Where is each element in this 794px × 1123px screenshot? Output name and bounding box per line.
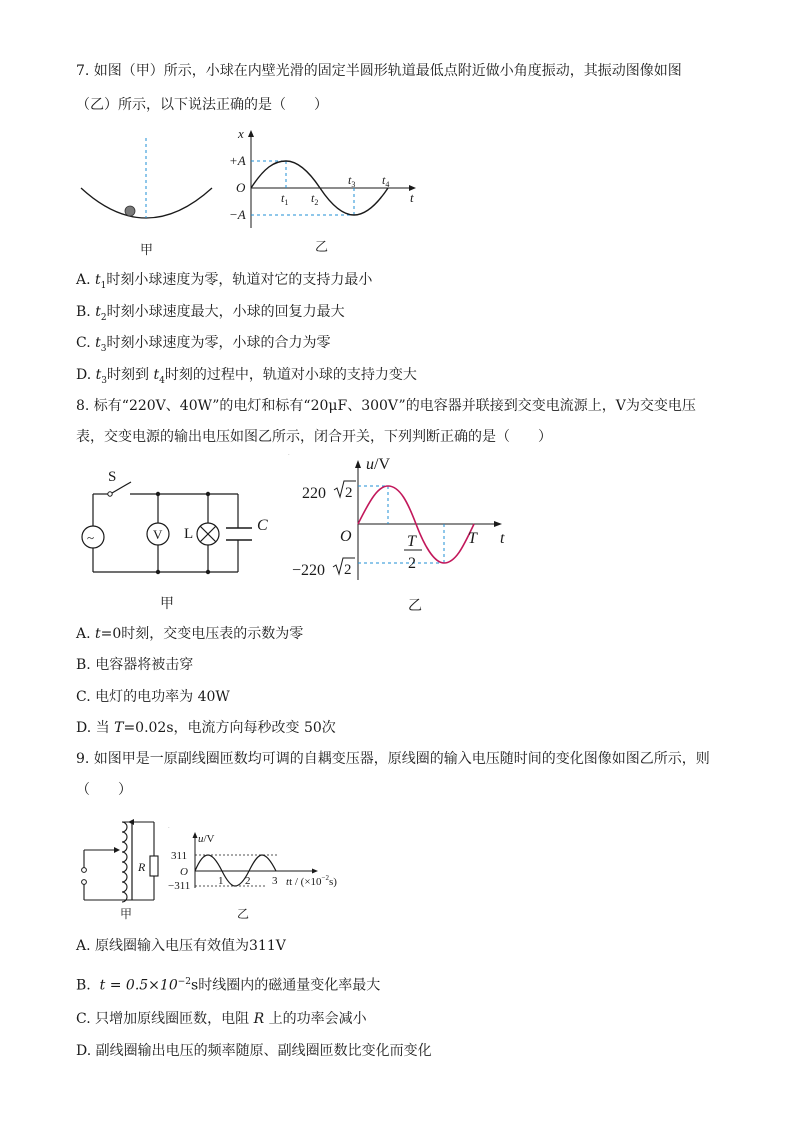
svg-text:O: O: [180, 866, 188, 878]
svg-text:3: 3: [272, 875, 278, 887]
svg-text:x: x: [238, 126, 244, 141]
svg-text:2: 2: [245, 875, 251, 887]
resistor: [150, 856, 158, 876]
svg-text:C: C: [257, 517, 268, 534]
q8-figure-jia: [78, 462, 278, 617]
svg-text:−311: −311: [168, 880, 191, 892]
q9-y-axis-label: u/V: [168, 828, 170, 829]
q7-option-d: D. $t_3$时刻到 $t_4$时刻的过程中，轨道对小球的支持力变大: [76, 367, 417, 386]
q8-y-axis-label: u/V: [288, 455, 290, 456]
svg-text:t1: $t_1$: [281, 191, 289, 207]
svg-text:311: 311: [171, 850, 188, 862]
q9-option-a: A. 原线圈输入电压有效值为311V: [76, 938, 286, 954]
svg-text:2: 2: [408, 555, 416, 572]
q8-stem-line2: 表，交变电源的输出电压如图乙所示，闭合开关，下列判断正确的是（ ）: [76, 429, 552, 445]
svg-text:2: 2: [344, 562, 352, 578]
q9-stem-line1: 9. 如图甲是一原副线圈匝数均可调的自耦变压器，原线圈的输入电压随时间的变化图像如图乙所示，则: [76, 751, 710, 767]
svg-text:O: O: [236, 180, 246, 195]
q7-figure-yi: [226, 128, 426, 258]
svg-text:u/V: u/V: [198, 833, 215, 845]
svg-text:O: O: [340, 528, 352, 545]
q7-option-b: B. $t_2$时刻小球速度最大，小球的回复力最大: [76, 304, 345, 323]
svg-text:t4: $t_4$: [382, 173, 390, 189]
svg-text:S: S: [108, 469, 117, 485]
svg-text:t3: $t_3$: [348, 173, 356, 189]
svg-text:+A: +A: [229, 153, 246, 168]
svg-text:t2: $t_2$: [311, 191, 319, 207]
q9-option-d: D. 副线圈输出电压的频率随原、副线圈匝数比变化而变化: [76, 1043, 432, 1059]
q7-fig-yi-label: 乙: [315, 239, 329, 254]
q9-fig-yi-label: 乙: [237, 907, 250, 921]
svg-text:tt / (×10−2s): tt / $(\times 10^{-2}s)$: [286, 874, 337, 888]
q9-figure-yi: [168, 828, 358, 926]
svg-text:u/V: u/V: [366, 456, 390, 473]
q9-option-b: B. $t = 0.5\times 10^{-2}s$时线圈内的磁通量变化率最大: [76, 977, 381, 994]
q8-option-a: A. t=0时刻，交变电压表的示数为零: [76, 626, 304, 642]
svg-text:2: 2: [345, 485, 353, 501]
svg-text:L: L: [184, 526, 194, 542]
q8-option-b: B. 电容器将被击穿: [76, 657, 194, 673]
svg-text:t: t: [410, 190, 414, 205]
svg-text:T: T: [468, 530, 477, 547]
q9-stem-line2: （ ）: [76, 782, 132, 798]
q8-stem-line1: 8. 标有“220V、40W”的电灯和标有“20μF、300V”的电容器并联接到交变电流源上，V为交变电压: [76, 398, 696, 414]
svg-text:220: 220: [302, 485, 326, 502]
transformer-coil: [122, 822, 127, 902]
q7-option-a: A. $t_1$时刻小球速度为零，轨道对它的支持力最小: [76, 272, 373, 291]
q7-stem-line2: （乙）所示，以下说法正确的是（ ）: [76, 97, 328, 113]
q8-figure-yi: [288, 455, 513, 615]
svg-text:t: t: [500, 530, 505, 547]
q9-figure-jia: [76, 812, 171, 924]
q7-option-c: C. $t_3$时刻小球速度为零，小球的合力为零: [76, 335, 331, 354]
svg-text:~: ~: [87, 530, 95, 545]
q8-option-c: C. 电灯的电功率为 40W: [76, 689, 230, 705]
q7-fig-jia-label: 甲: [140, 242, 154, 257]
q9-option-c: C. 只增加原线圈匝数，电阻 R 上的功率会减小: [76, 1011, 367, 1027]
q7-stem-line1: 7. 如图（甲）所示，小球在内壁光滑的固定半圆形轨道最低点附近做小角度振动，其振动图像如图: [76, 63, 682, 79]
q7-figure-jia: [76, 130, 221, 260]
svg-text:1: 1: [218, 875, 224, 887]
svg-text:−220: −220: [292, 562, 326, 579]
q8-option-d: D. 当 T=0.02s，电流方向每秒改变 50次: [76, 720, 336, 736]
svg-text:T: T: [407, 533, 416, 550]
svg-text:R: R: [138, 860, 146, 874]
svg-text:V: V: [153, 527, 163, 542]
svg-text:−A: −A: [229, 207, 246, 222]
q8-fig-jia-label: 甲: [160, 597, 174, 612]
ball: [125, 206, 135, 216]
q9-fig-jia-label: 甲: [120, 907, 133, 921]
q8-fig-yi-label: 乙: [408, 599, 422, 614]
